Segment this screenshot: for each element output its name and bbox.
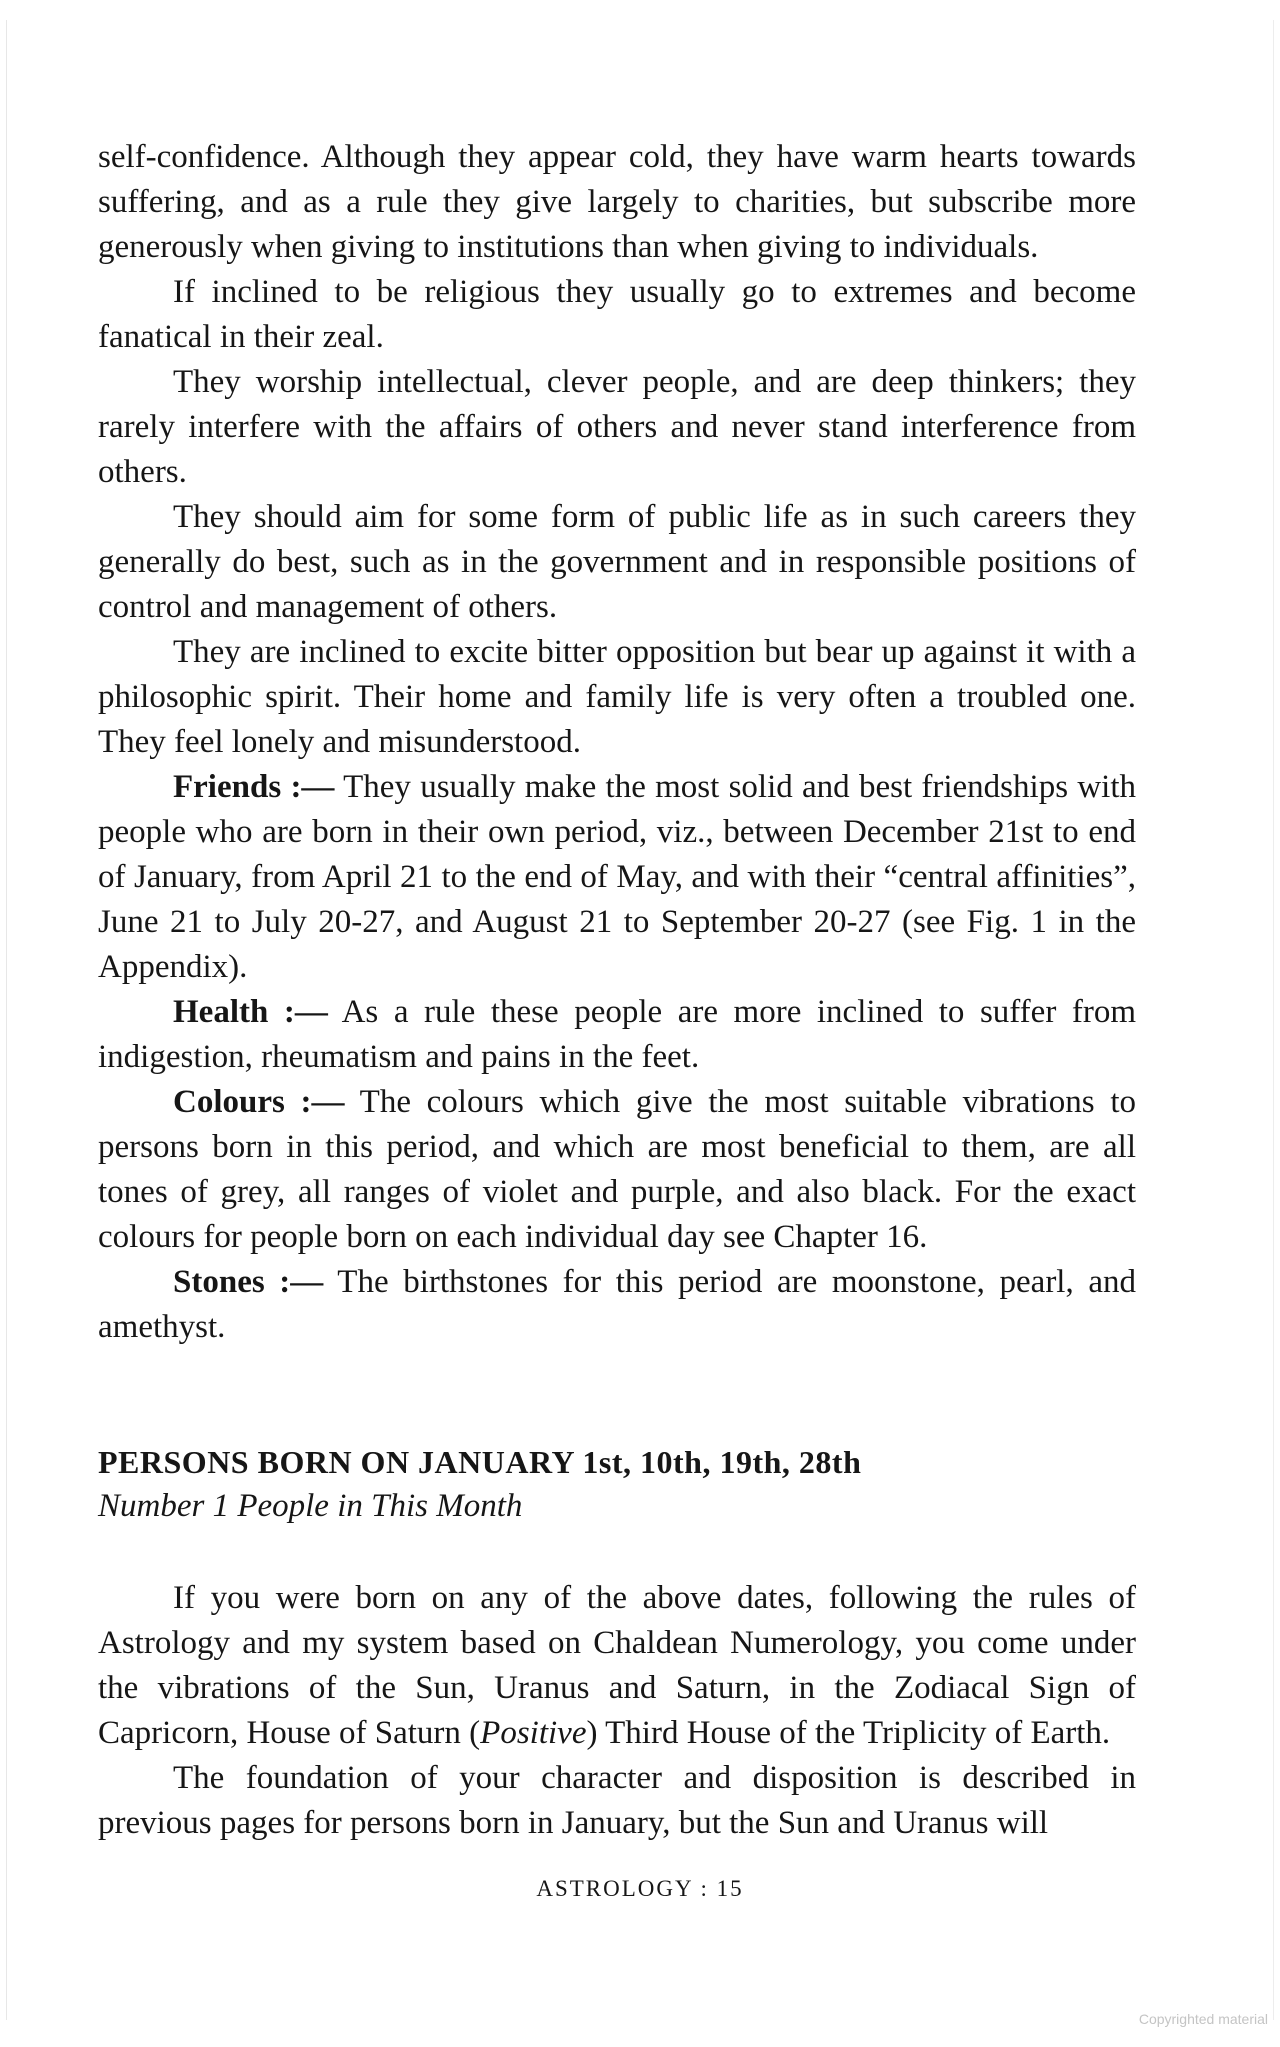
- body-text-top: [98, 135, 1136, 1350]
- vibrations-text-b: ) Third House of the Triplicity of Earth.: [586, 1715, 1111, 1751]
- paragraph-health: [98, 990, 1136, 1080]
- paragraph-opposition: They are inclined to excite bitter opposition but bear up against it with a philosophic spirit. Their home and family life is very often a troubled one. They feel lonely and misunderstood.: [98, 634, 1136, 760]
- friends-label: Friends :—: [173, 769, 335, 805]
- paragraph-foundation: The foundation of your character and disposition is described in previous pages for persons born in January, but the Sun and Uranus will: [98, 1760, 1136, 1841]
- paragraph-religious: If inclined to be religious they usually go to extremes and become fanatical in their zeal.: [98, 274, 1136, 355]
- paragraph-friends: [98, 765, 1136, 990]
- body-text-bottom: [98, 1576, 1136, 1846]
- friends-text: They usually make the most solid and best friendships with people who are born in their own period, viz., between December 21st to end of January, from April 21 to the end of May, and with their “central affinities”, June 21 to July 20-27, and August 21 to September 20-27 (see Fig. 1 in the Appendix).: [98, 769, 1136, 985]
- vibrations-text-a: If you were born on any of the above dates, following the rules of Astrology and my system based on Chaldean Numerology, you come under the vibrations of the Sun, Uranus and Saturn, in the Zodiacal Sign of Capricorn, House of Saturn (: [98, 1580, 1136, 1751]
- section-subheading: Number 1 People in This Month: [98, 1488, 523, 1524]
- paragraph-public-life: They should aim for some form of public life as in such careers they generally do best, such as in the government and in responsible positions of control and management of others.: [98, 499, 1136, 625]
- paragraph-stones: [98, 1260, 1136, 1350]
- health-text: As a rule these people are more inclined to suffer from indigestion, rheumatism and pains in the feet.: [98, 994, 1136, 1075]
- section-heading: PERSONS BORN ON JANUARY 1st, 10th, 19th, 28th: [98, 1444, 862, 1480]
- copyright-watermark: Copyrighted material: [1138, 2011, 1268, 2027]
- vibrations-italic: Positive: [480, 1715, 587, 1751]
- paragraph-vibrations: [98, 1576, 1136, 1756]
- stones-label: Stones :—: [173, 1264, 324, 1300]
- health-label: Health :—: [173, 994, 328, 1030]
- paragraph-self-confidence: self-confidence. Although they appear cold, they have warm hearts towards suffering, and as a rule they give largely to charities, but subscribe more generously when giving to institutions than when giving to individuals.: [98, 139, 1136, 265]
- paragraph-intellectual: They worship intellectual, clever people, and are deep thinkers; they rarely interfere with the affairs of others and never stand interference from others.: [98, 364, 1136, 490]
- colours-label: Colours :—: [173, 1084, 345, 1120]
- page-footer: ASTROLOGY : 15: [536, 1876, 744, 1901]
- stones-text: The birthstones for this period are moonstone, pearl, and amethyst.: [98, 1264, 1136, 1345]
- colours-text: The colours which give the most suitable vibrations to persons born in this period, and which are most beneficial to them, are all tones of grey, all ranges of violet and purple, and also black. For the exact colours for people born on each individual day see Chapter 16.: [98, 1084, 1136, 1255]
- paragraph-colours: [98, 1080, 1136, 1260]
